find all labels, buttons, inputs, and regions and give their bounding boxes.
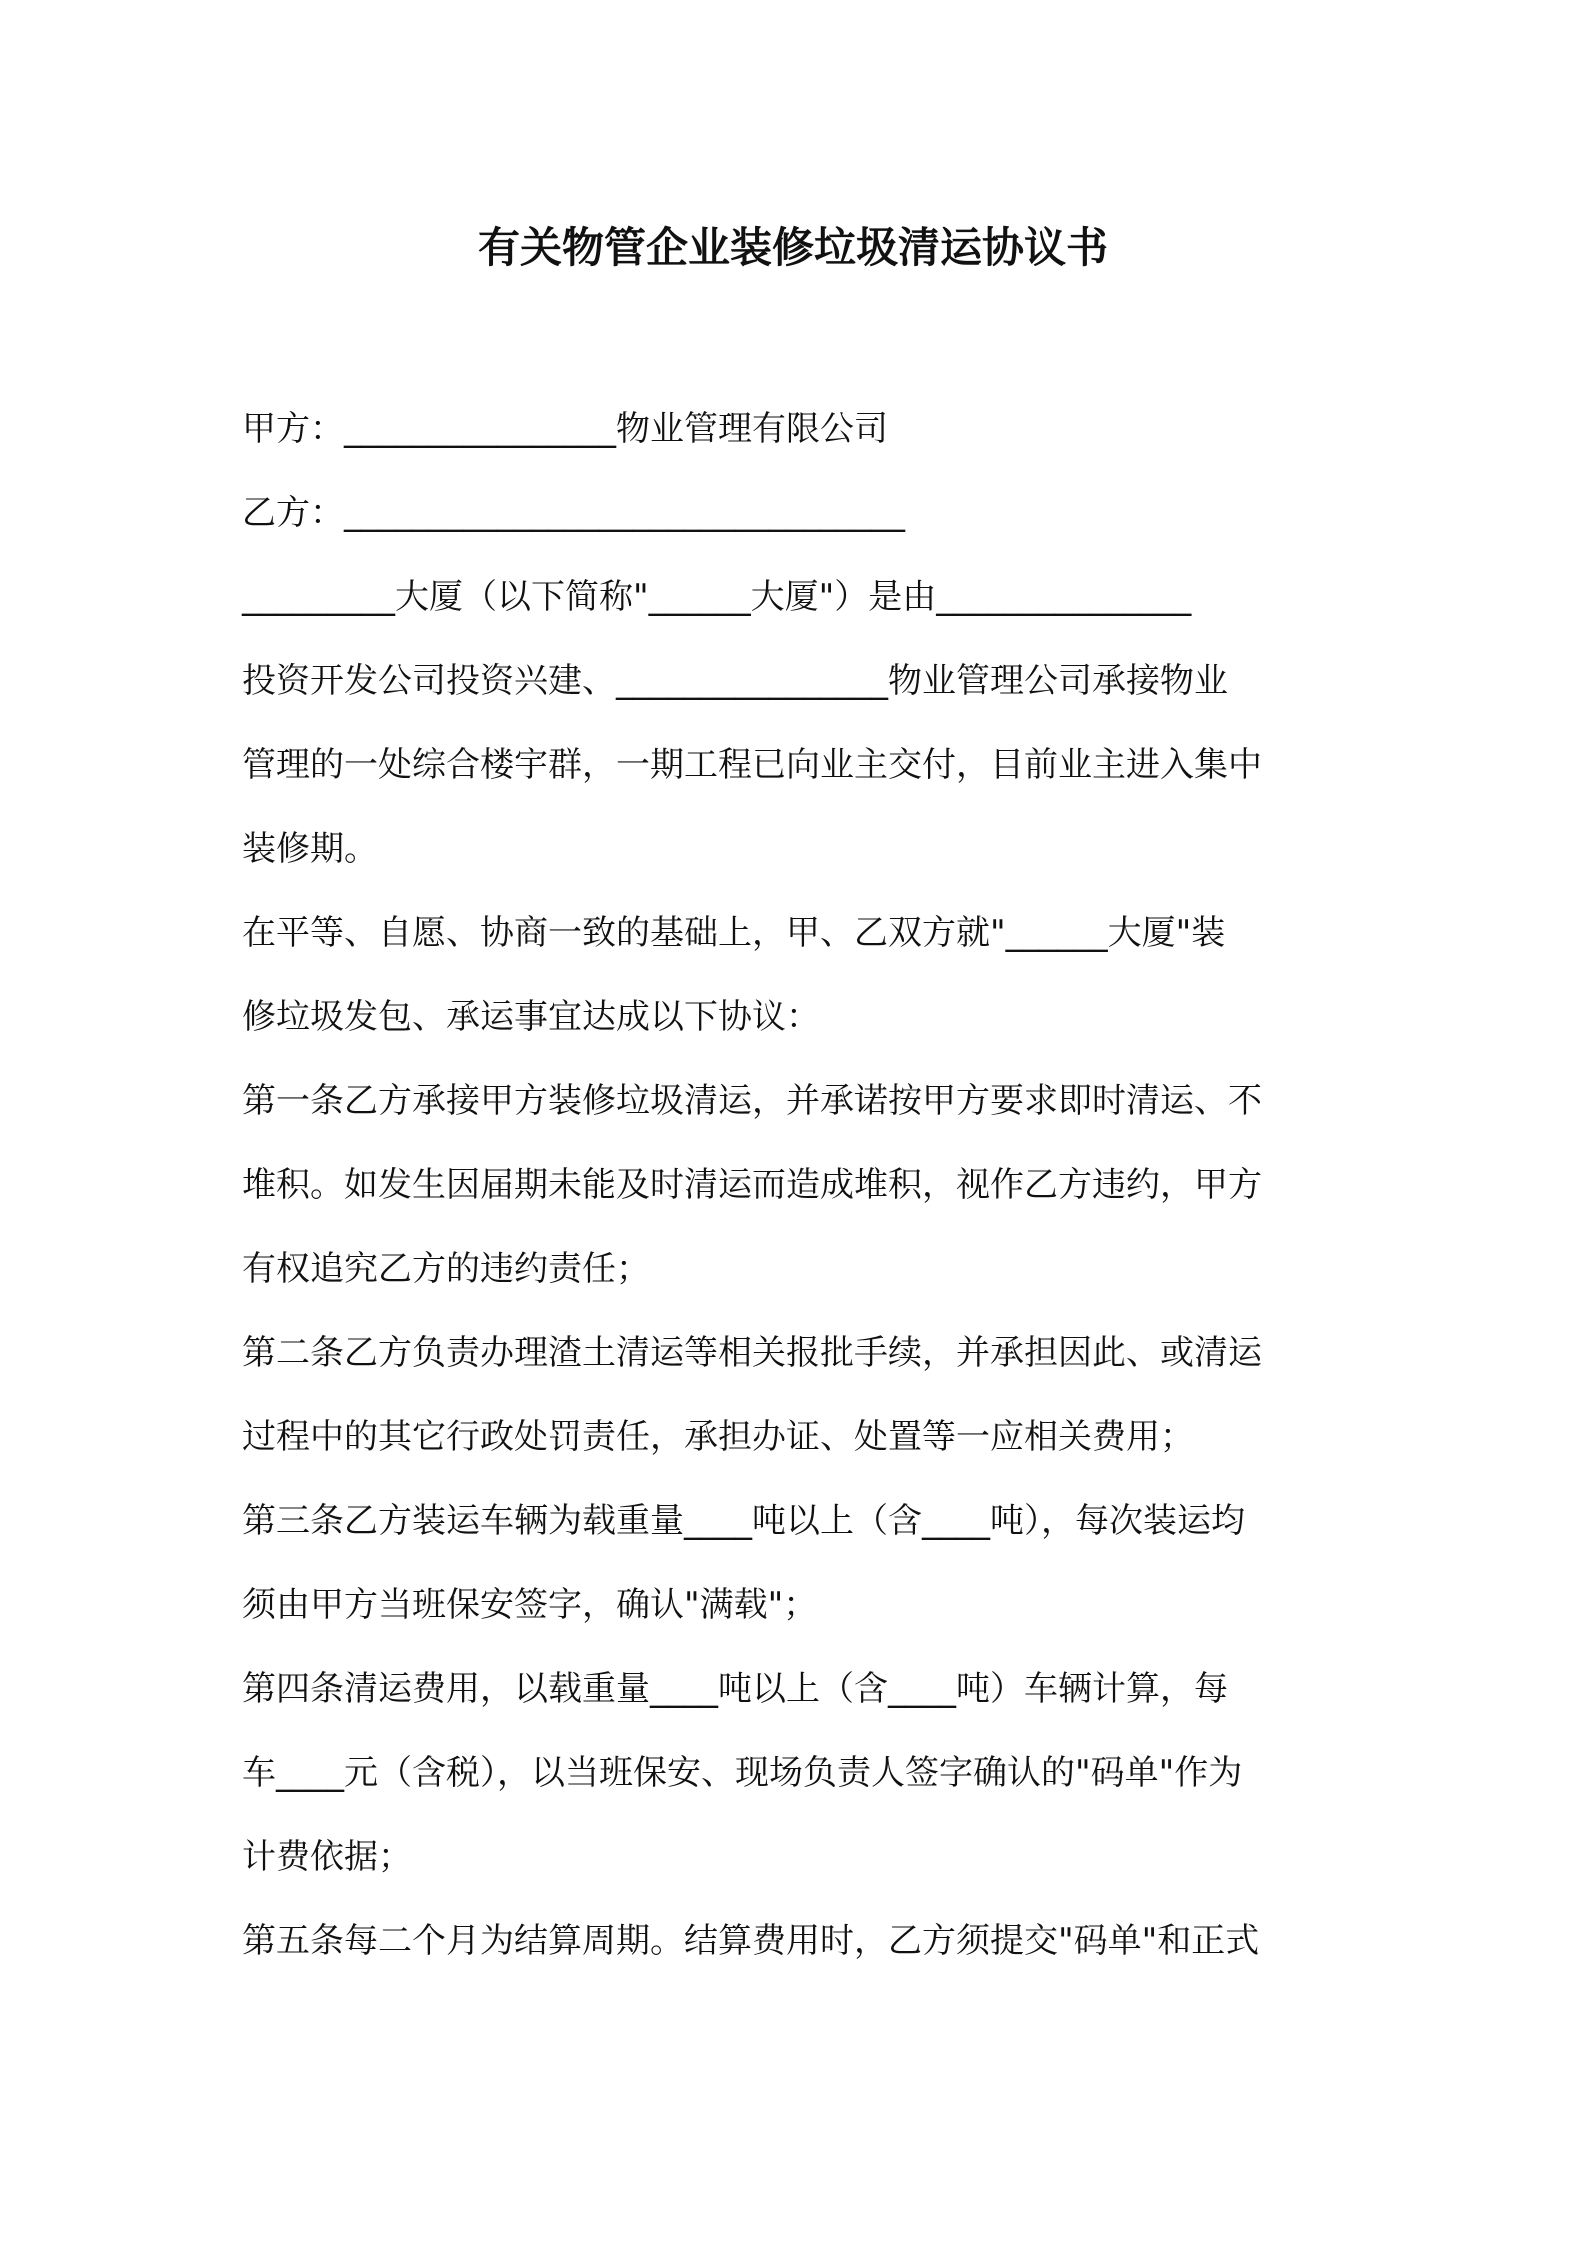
paragraph-line: 计费依据； — [242, 1837, 412, 1877]
paragraph-line: 堆积。如发生因届期未能及时清运而造成堆积，视作乙方违约，甲方 — [242, 1165, 1262, 1205]
paragraph-line: _________大厦（以下简称"______大厦"）是由_______________ — [242, 577, 1192, 617]
paragraph-line: 在平等、自愿、协商一致的基础上，甲、乙双方就"______大厦"装 — [242, 913, 1226, 953]
paragraph-line: 修垃圾发包、承运事宜达成以下协议： — [242, 997, 820, 1037]
paragraph-line: 装修期。 — [242, 829, 378, 869]
paragraph-line: 第二条乙方负责办理渣土清运等相关报批手续，并承担因此、或清运 — [242, 1333, 1262, 1373]
document-body — [242, 405, 1362, 1965]
document-title: 有关物管企业装修垃圾清运协议书 — [477, 223, 1108, 272]
paragraph-line: 车____元（含税），以当班保安、现场负责人签字确认的"码单"作为 — [242, 1753, 1243, 1793]
paragraph-line: 第五条每二个月为结算周期。结算费用时，乙方须提交"码单"和正式 — [242, 1921, 1260, 1961]
paragraph-line: 须由甲方当班保安签字，确认"满载"； — [242, 1585, 818, 1625]
paragraph-line: 投资开发公司投资兴建、________________物业管理公司承接物业 — [242, 661, 1228, 701]
party-b-line: 乙方：_________________________________ — [242, 493, 905, 533]
paragraph-line: 第三条乙方装运车辆为载重量____吨以上（含____吨），每次装运均 — [242, 1501, 1245, 1541]
paragraph-line: 第一条乙方承接甲方装修垃圾清运，并承诺按甲方要求即时清运、不 — [242, 1081, 1262, 1121]
paragraph-line: 有权追究乙方的违约责任； — [242, 1249, 650, 1289]
party-a-line: 甲方：________________物业管理有限公司 — [242, 409, 888, 449]
paragraph-line: 管理的一处综合楼宇群，一期工程已向业主交付，目前业主进入集中 — [242, 745, 1262, 785]
paragraph-line: 第四条清运费用，以载重量____吨以上（含____吨）车辆计算，每 — [242, 1669, 1228, 1709]
paragraph-line: 过程中的其它行政处罚责任，承担办证、处置等一应相关费用； — [242, 1417, 1194, 1457]
